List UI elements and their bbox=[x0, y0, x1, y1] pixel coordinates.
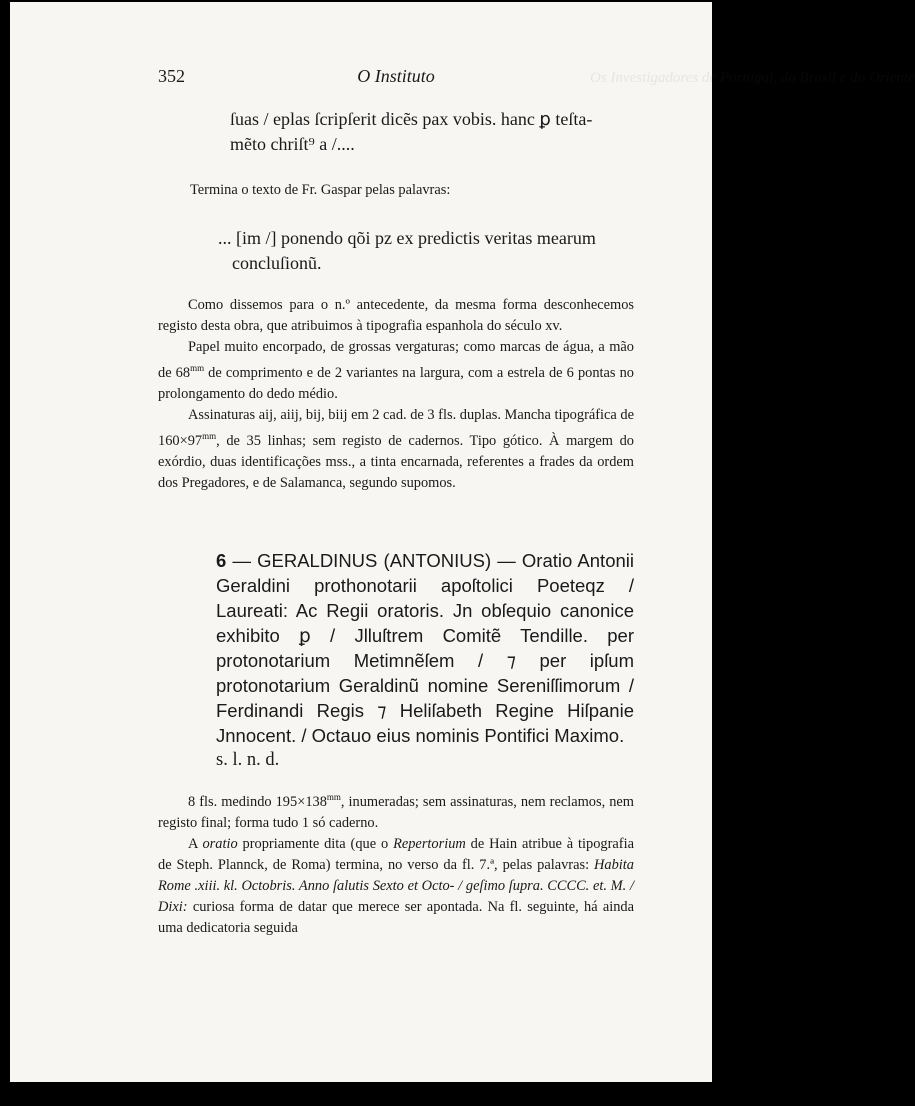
commentary-2 bbox=[158, 787, 634, 939]
p5-d: curiosa forma de datar que merece ser apontada. Na fl. seguinte, há ainda uma dedicatoria seguida bbox=[158, 898, 634, 936]
paragraph-3-b: , de 35 linhas; sem registo de cadernos. Tipo gótico. À margem do exórdio, duas identificações mss., a tinta encarnada, referentes a frades da ordem dos Pregadores, e de Salamanca, segundo supomos. bbox=[158, 432, 634, 491]
entry-imprint: s. l. n. d. bbox=[216, 750, 280, 770]
paragraph-3 bbox=[158, 405, 634, 494]
p5-c: de Hain atribue à tipografia de Steph. Plannck, de Roma) termina, no verso da fl. 7.ª, pelas palavras: bbox=[158, 835, 634, 873]
paragraph-2-b: de comprimento e de 2 variantes na largura, com a estrela de 6 pontas no prolongamento do dedo médio. bbox=[158, 364, 634, 402]
quote-2-line-2: concluſionũ. bbox=[232, 253, 322, 273]
paragraph-2-a: Papel muito encorpado, de grossas vergaturas; como marcas de água, a mão de 68 bbox=[158, 339, 634, 381]
entry-number: 6 bbox=[216, 550, 227, 571]
quote-1-line-2: mẽto chriſt⁹ a /.... bbox=[230, 134, 355, 154]
bleed-through-text: Os Investigadores de Portugal, do Brasil e do Oriente bbox=[590, 70, 915, 86]
unit-mm: mm bbox=[190, 363, 205, 373]
paragraph-2 bbox=[158, 337, 634, 405]
paragraph-4-a: 8 fls. medindo 195×138 bbox=[188, 793, 327, 810]
paragraph-1: Como dissemos para o n.º antecedente, da mesma forma desconhecemos registo desta obra, que atribuimos à tipografia espanhola do século xv. bbox=[158, 297, 634, 334]
p5-repertorium: Repertorium bbox=[393, 835, 466, 852]
p5-a: A bbox=[188, 835, 203, 852]
intro-text bbox=[190, 180, 634, 201]
intro-line: Termina o texto de Fr. Gaspar pelas palavras: bbox=[190, 182, 451, 198]
quote-1 bbox=[230, 107, 634, 157]
unit-mm: mm bbox=[326, 792, 341, 802]
page-header bbox=[158, 66, 634, 90]
quote-2-line-1: ... [im /] ponendo qõi pz ex predictis veritas mearum bbox=[218, 228, 596, 248]
entry-title: — GERALDINUS (ANTONIUS) — Oratio Antonii Geraldini prothonotarii apoſtolici Poeteqz / Laureati: Ac Regii oratoris. Jn obſequio canonice exhibito ꝑ / Jlluſtrem Comitẽ Tendille. per protonotarium Metimnẽſem / ⁊ per ipſum protonotarium Geraldinũ nomine Sereniſſimorum / Ferdinandi Regis ⁊ Heliſabeth Regine Hiſpanie Jnnocent. / Octauo eius nominis Pontifici Maximo. bbox=[216, 550, 634, 746]
paragraph-5 bbox=[158, 834, 634, 939]
p5-quote: Habita Rome .xiii. kl. Octobris. Anno ſalutis Sexto et Octo- / geſimo ſupra. CCCC. et. M. / Dixi: bbox=[158, 856, 634, 915]
commentary-1 bbox=[158, 295, 634, 494]
paragraph-3-a: Assinaturas aij, aiij, bij, biij em 2 cad. de 3 fls. duplas. Mancha tipográfica de 160×97 bbox=[158, 406, 634, 449]
p5-b: propriamente dita (que o bbox=[237, 835, 394, 852]
quote-2 bbox=[218, 226, 634, 276]
paragraph-4 bbox=[158, 787, 634, 834]
catalog-entry bbox=[216, 548, 634, 773]
paragraph-4-b: , inumeradas; sem assinaturas, nem reclamos, nem registo final; forma tudo 1 só caderno. bbox=[158, 793, 634, 831]
running-title: O Instituto bbox=[357, 66, 435, 86]
page-number: 352 bbox=[158, 66, 185, 86]
quote-1-line-1: ſuas / eplas ſcripſerit dicẽs pax vobis. hanc ꝑ teſta- bbox=[230, 109, 593, 129]
p5-oratio: oratio bbox=[202, 835, 238, 852]
entry-text bbox=[216, 548, 634, 748]
unit-mm: mm bbox=[202, 430, 217, 441]
